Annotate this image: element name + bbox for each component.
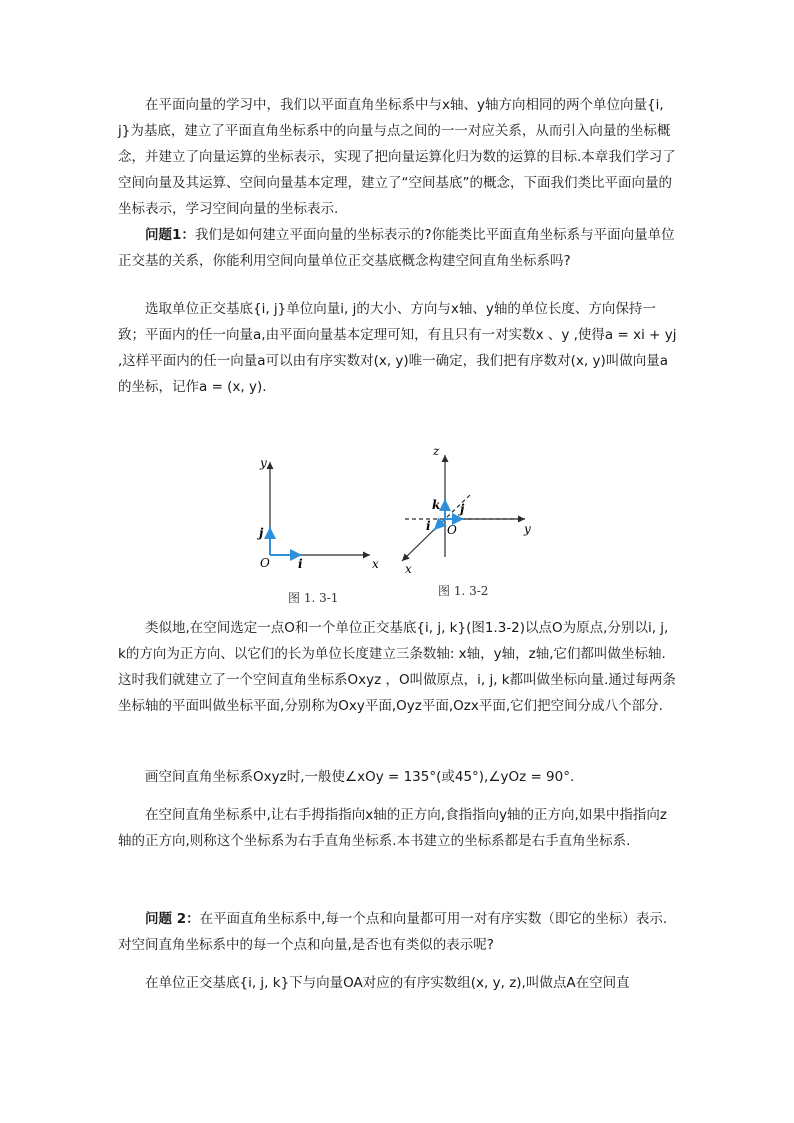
caption-figure-1-3-2: 图 1. 3-2: [438, 584, 489, 598]
label-o-2d: O: [260, 556, 270, 570]
caption-figure-1-3-1: 图 1. 3-1: [288, 591, 339, 605]
label-y-2d: y: [260, 456, 267, 470]
label-y-3d: y: [524, 522, 531, 536]
paragraph-drawing-convention: 画空间直角坐标系Oxyz时,一般使∠xOy = 135°(或45°),∠yOz = 90°.: [145, 769, 575, 785]
label-i-2d: i: [298, 557, 303, 571]
x-axis-3d-back: [445, 495, 470, 519]
label-x-2d: x: [372, 557, 379, 571]
label-o-3d: O: [447, 523, 457, 537]
question-2: [118, 906, 678, 958]
label-z-3d: z: [433, 444, 440, 458]
label-j-3d: j: [460, 502, 465, 516]
paragraph-intro: 在平面向量的学习中，我们以平面直角坐标系中与x轴、y轴方向相同的两个单位向量{i, j}为基底，建立了平面直角坐标系中的向量与点之间的一一对应关系，从而引入向量的坐标概念，并建立了向量运算的坐标表示，实现了把向量运算化归为数的运算的目标.本章我们学习了空间向量及其运算、空间向量基本定理，建立了“空间基底”的概念，下面我们类比平面向量的坐标表示，学习空间向量的坐标表示.: [118, 97, 676, 217]
question-2-label: 问题 2：: [145, 911, 200, 927]
question-1-label: 问题1：: [145, 227, 195, 243]
question-1: [118, 222, 678, 274]
paragraph-point-coordinates: 在单位正交基底{i, j, k}下与向量OA对应的有序实数组(x, y, z),叫做点A在空间直: [145, 975, 630, 991]
paragraph-plane-basis: 选取单位正交基底{i, j}单位向量i, j的大小、方向与x轴、y轴的单位长度、方向保持一致；平面内的任一向量a,由平面向量基本定理可知，有且只有一对实数x 、y ,使得a = xi + yj ,这样平面内的任一向量a可以由有序实数对(x, y)唯一确定，我们把有序数对(x, y)叫做向量a的坐标，记作a = (x, y).: [118, 301, 677, 395]
figures-svg: [240, 437, 540, 587]
label-k-3d: k: [432, 498, 441, 512]
label-j-2d: j: [259, 526, 264, 540]
paragraph-space-coordinate-system: 类似地,在空间选定一点O和一个单位正交基底{i, j, k}(图1.3-2)以点O为原点,分别以i, j, k的方向为正方向、以它们的长为单位长度建立三条数轴: x轴，y轴，z轴,它们都叫做坐标轴.这时我们就建立了一个空间直角坐标系Oxyz ，O叫做原点，i, j, k都叫做坐标向量.通过每两条坐标轴的平面叫做坐标平面,分别称为Oxy平面,Oyz平面,Ozx平面,它们把空间分成八个部分.: [118, 620, 676, 714]
coordinate-figures: [240, 437, 540, 612]
question-2-text: 在平面直角坐标系中,每一个点和向量都可用一对有序实数（即它的坐标）表示.对空间直角坐标系中的每一个点和向量,是否也有类似的表示呢?: [118, 911, 668, 953]
figure-3d-axes: [402, 444, 531, 576]
paragraph-right-hand-rule: 在空间直角坐标系中,让右手拇指指向x轴的正方向,食指指向y轴的正方向,如果中指指向z轴的正方向,则称这个坐标系为右手直角坐标系.本书建立的坐标系都是右手直角坐标系.: [118, 807, 667, 849]
question-1-text: 我们是如何建立平面向量的坐标表示的?你能类比平面直角坐标系与平面向量单位正交基的关系，你能利用空间向量单位正交基底概念构建空间直角坐标系吗?: [118, 227, 675, 269]
label-i-3d: i: [426, 519, 431, 533]
vector-i-3d: [434, 519, 445, 530]
figure-2d-axes: [257, 456, 379, 571]
label-x-3d: x: [405, 562, 412, 576]
